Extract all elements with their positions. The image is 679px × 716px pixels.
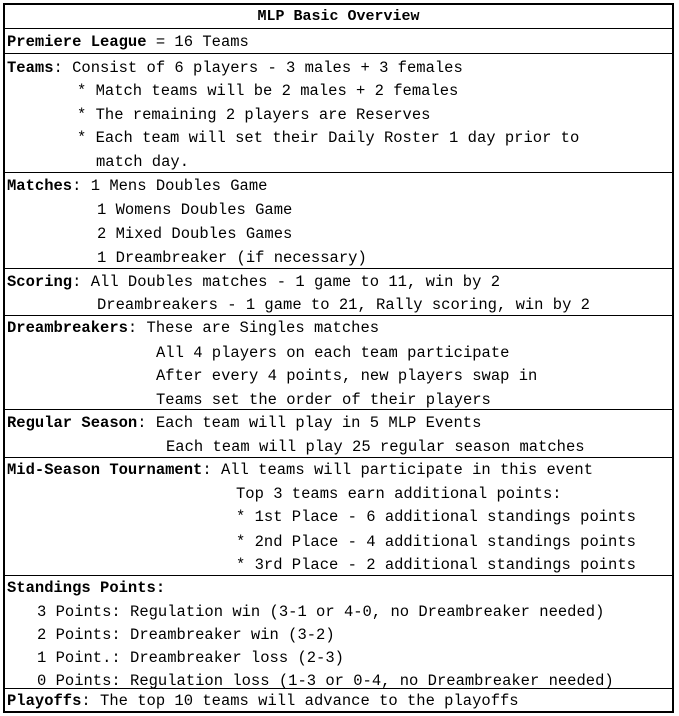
regular-season-line-1: Each team will play 25 regular season matches: [166, 438, 585, 456]
matches-text: : 1 Mens Doubles Game: [72, 177, 268, 195]
matches-row: [5, 173, 672, 269]
regular-season-label: Regular Season: [7, 414, 138, 432]
page-title: MLP Basic Overview: [257, 8, 420, 25]
mid-season-line-1: Top 3 teams earn additional points:: [236, 485, 562, 503]
dreambreakers-line-1: All 4 players on each team participate: [156, 344, 510, 362]
mid-season-line-0: [7, 461, 593, 479]
league-row: [5, 29, 672, 54]
scoring-row: [5, 269, 672, 316]
league-line: [7, 33, 249, 51]
dreambreakers-label: Dreambreakers: [7, 319, 128, 337]
overview-table: [3, 3, 674, 713]
teams-line-3: * Each team will set their Daily Roster 1 day prior to: [77, 129, 580, 147]
standings-label: Standings Points: [7, 579, 156, 597]
standings-line-1: 2 Points: Dreambreaker win (3-2): [37, 626, 335, 644]
teams-line-4: match day.: [96, 153, 190, 171]
matches-line-2: 2 Mixed Doubles Games: [97, 225, 293, 243]
regular-season-row: [5, 410, 672, 458]
dreambreakers-text: : These are Singles matches: [127, 319, 380, 337]
dreambreakers-row: [5, 316, 672, 410]
league-label: Premiere League: [7, 33, 147, 51]
matches-line-0: [7, 177, 267, 195]
standings-colon: :: [155, 579, 166, 597]
teams-row: [5, 54, 672, 173]
regular-season-line-0: [7, 414, 481, 432]
standings-row: [5, 576, 672, 689]
mid-season-line-3: * 2nd Place - 4 additional standings points: [236, 533, 636, 551]
mid-season-text: : All teams will participate in this event: [202, 461, 594, 479]
playoffs-label: Playoffs: [7, 692, 82, 710]
playoffs-text: : The top 10 teams will advance to the playoffs: [81, 692, 519, 710]
matches-label: Matches: [7, 177, 73, 195]
matches-line-1: 1 Womens Doubles Game: [97, 201, 293, 219]
regular-season-text: : Each team will play in 5 MLP Events: [137, 414, 482, 432]
dreambreakers-line-2: After every 4 points, new players swap in: [156, 367, 538, 385]
scoring-line-1: Dreambreakers - 1 game to 21, Rally scoring, win by 2: [97, 296, 590, 314]
mid-season-line-2: * 1st Place - 6 additional standings points: [236, 508, 636, 526]
dreambreakers-line-0: [7, 319, 379, 337]
title-row: [5, 5, 672, 29]
teams-line-0: [7, 59, 463, 77]
standings-line-3: 0 Points: Regulation loss (1-3 or 0-4, no Dreambreaker needed): [37, 672, 614, 690]
scoring-line-0: [7, 273, 500, 291]
standings-line-head: [7, 579, 165, 597]
teams-text: : Consist of 6 players - 3 males + 3 females: [53, 59, 463, 77]
scoring-label: Scoring: [7, 273, 73, 291]
scoring-text: : All Doubles matches - 1 game to 11, win by 2: [72, 273, 500, 291]
dreambreakers-line-3: Teams set the order of their players: [156, 391, 491, 409]
playoffs-line: [7, 692, 519, 710]
playoffs-row: [5, 689, 672, 711]
teams-line-2: * The remaining 2 players are Reserves: [77, 106, 431, 124]
teams-line-1: * Match teams will be 2 males + 2 females: [77, 82, 459, 100]
league-text: = 16 Teams: [146, 33, 249, 51]
standings-line-0: 3 Points: Regulation win (3-1 or 4-0, no Dreambreaker needed): [37, 603, 605, 621]
mid-season-label: Mid-Season Tournament: [7, 461, 203, 479]
matches-line-3: 1 Dreambreaker (if necessary): [97, 249, 367, 267]
mid-season-line-4: * 3rd Place - 2 additional standings points: [236, 556, 636, 574]
standings-line-2: 1 Point.: Dreambreaker loss (2-3): [37, 649, 344, 667]
teams-label: Teams: [7, 59, 54, 77]
mid-season-row: [5, 458, 672, 576]
